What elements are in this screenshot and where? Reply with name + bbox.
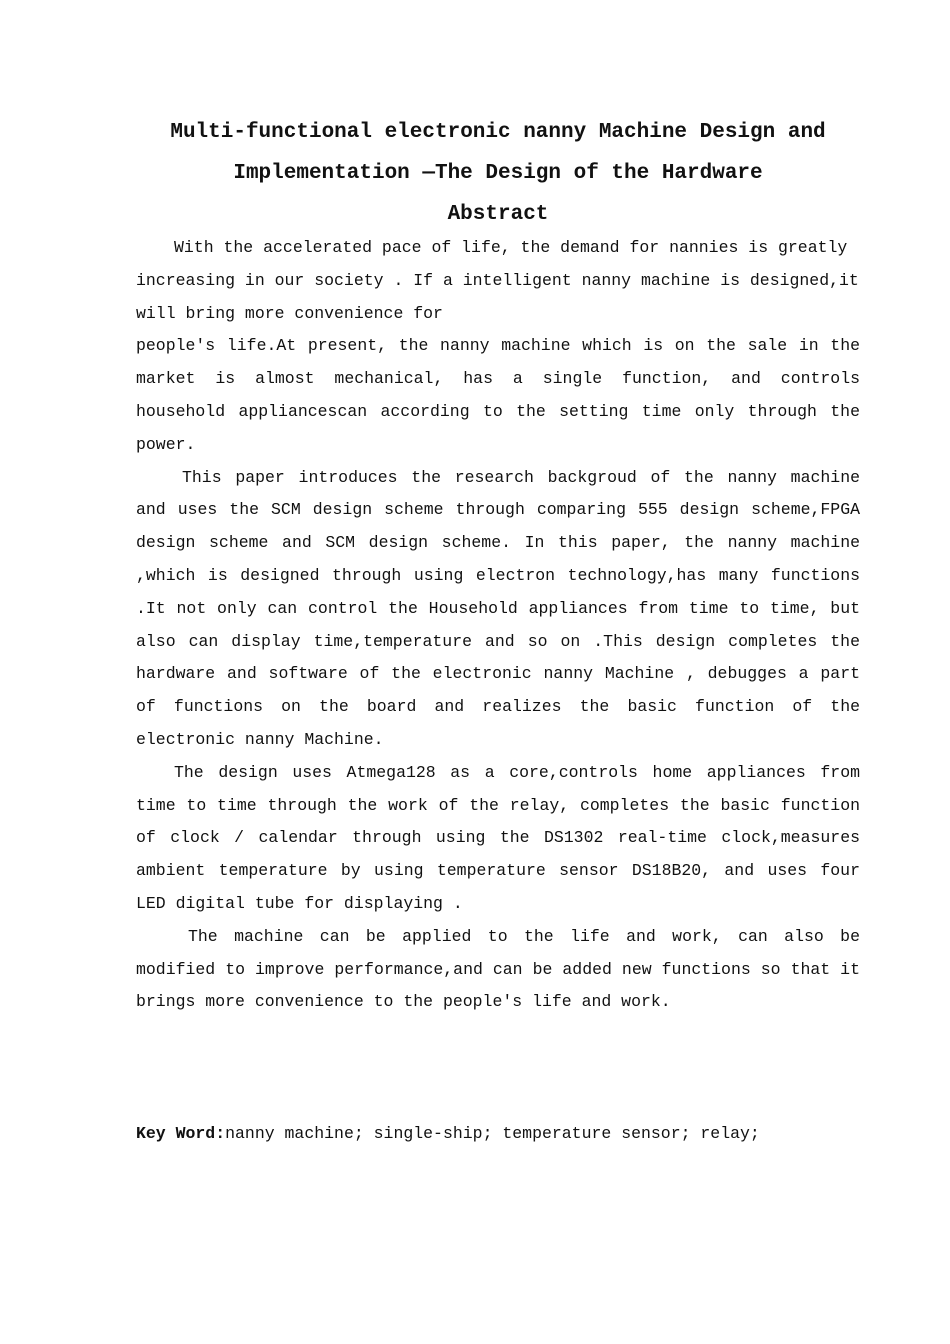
keywords-label: Key Word: bbox=[136, 1124, 226, 1143]
abstract-paragraph-2: This paper introduces the research backgroud of the nanny machine and uses the SCM design scheme through comparing 555 design scheme,FPGA design scheme and SCM design scheme. In this paper, the nanny machine ,which is designed through using electron technology,has many functions .It not only can control the Household appliances from time to time, but also can display time,temperature and so on .This design completes the hardware and software of the electronic nanny Machine , debugges a part of functions on the board and realizes the basic function of the electronic nanny Machine. bbox=[136, 467, 860, 749]
keywords-line bbox=[136, 1120, 860, 1148]
keywords-value: nanny machine; single-ship; temperature sensor; relay; bbox=[225, 1124, 760, 1143]
title-line-2: Implementation —The Design of the Hardware bbox=[233, 162, 763, 185]
abstract-body bbox=[136, 232, 860, 1019]
title-line-1: Multi-functional electronic nanny Machine Design and bbox=[170, 121, 826, 144]
abstract-paragraph-4: The machine can be applied to the life and work, can also be modified to improve performance,and can be added new functions so that it brings more convenience to the people's life and work. bbox=[136, 926, 860, 1012]
abstract-paragraph-1b: people's life.At present, the nanny machine which is on the sale in the market is almost mechanical, has a single function, and controls household appliancescan according to the setting time only through the power. bbox=[136, 336, 860, 454]
abstract-paragraph-3: The design uses Atmega128 as a core,controls home appliances from time to time through the work of the relay, completes the basic function of clock / calendar through using the DS1302 real-time clock,measures ambient temperature by using temperature sensor DS18B20, and uses four LED digital tube for displaying . bbox=[136, 762, 860, 913]
abstract-paragraph-1a: With the accelerated pace of life, the demand for nannies is greatly increasing in our society . If a intelligent nanny machine is designed,it will bring more convenience for bbox=[136, 238, 859, 323]
title-block bbox=[136, 112, 860, 235]
abstract-heading: Abstract bbox=[447, 203, 549, 226]
